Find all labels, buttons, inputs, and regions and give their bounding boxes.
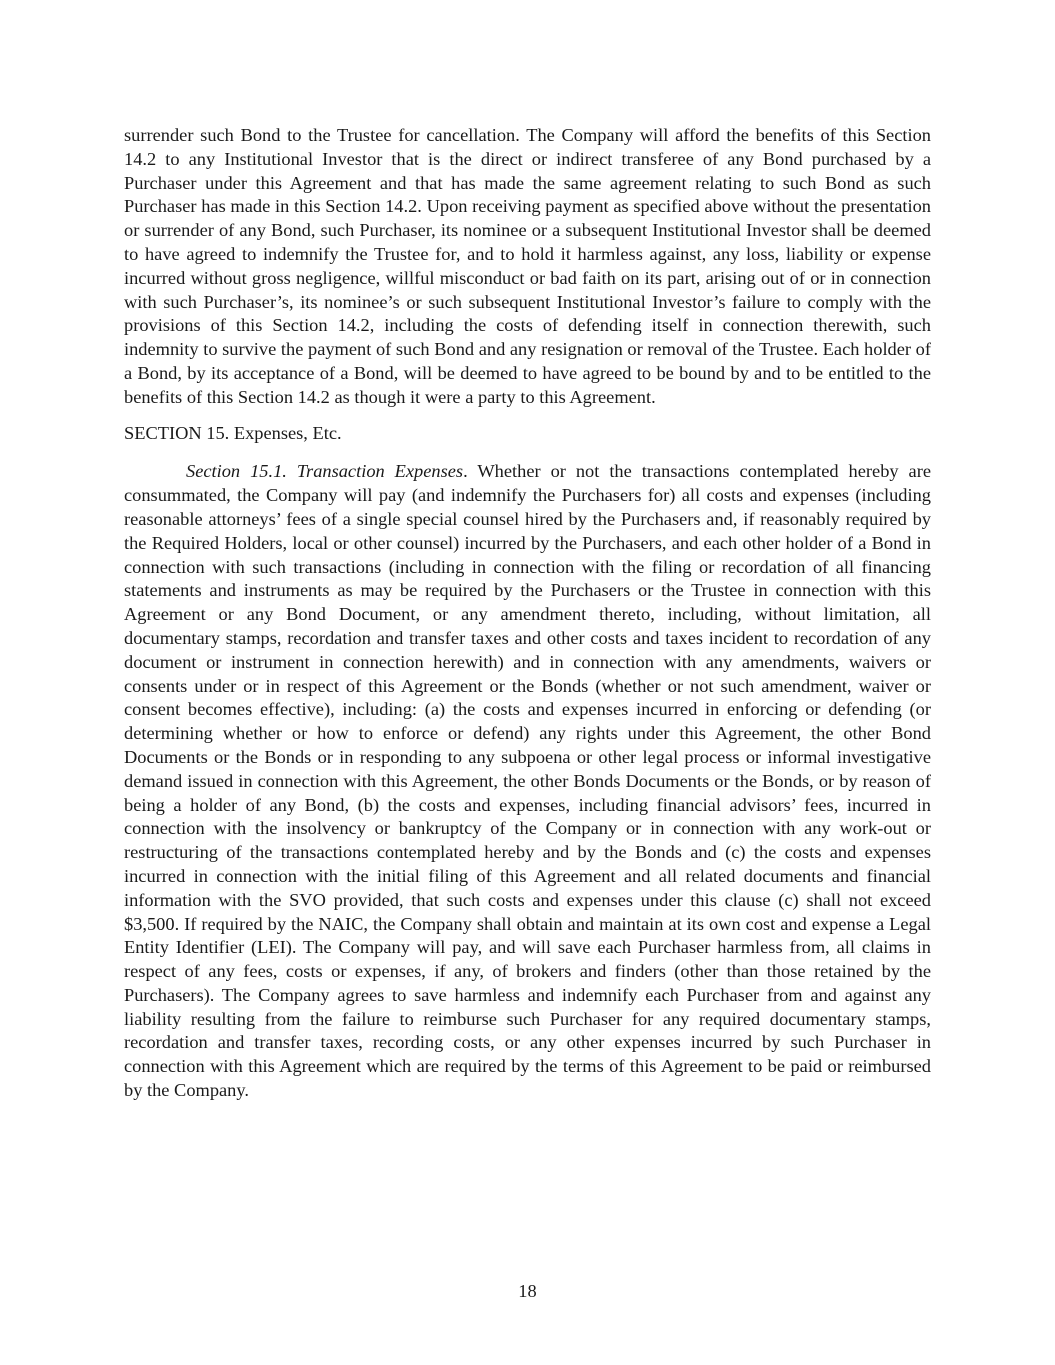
page-number: 18 — [518, 1281, 537, 1301]
subsection-body: Whether or not the transactions contemplated hereby are consummated, the Company will pay (and indemnify the Purchasers for) all costs and expenses (including reasonable attorneys’ fees of a single special counsel hired by the Purchasers and, if reasonably required by the Required Holders, local or other counsel) incurred by the Purchasers, and each other holder of a Bond in connection with such transactions (including in connection with the filing or recordation of all financing statements and instruments as may be required by the Purchasers or the Trustee in connection with this Agreement or any Bond Document, or any amendment thereto, including, without limitation, all documentary stamps, recordation and transfer taxes and other costs and taxes incident to recordation of any document or instrument in connection herewith) and in connection with any amendments, waivers or consents under or in respect of this Agreement or the Bonds (whether or not such amendment, waiver or consent becomes effective), including: (a) the costs and expenses incurred in enforcing or defending (or determining whether or how to enforce or defend) any rights under this Agreement, the other Bond Documents or the Bonds or in responding to any subpoena or other legal process or informal investigative demand issued in connection with this Agreement, the other Bonds Documents or the Bonds, or by reason of being a holder of any Bond, (b) the costs and expenses, including financial advisors’ fees, incurred in connection with the insolvency or bankruptcy of the Company or in connection with any work-out or restructuring of the transactions contemplated hereby and by the Bonds and (c) the costs and expenses incurred in connection with the initial filing of this Agreement and all related documents and financial information with the SVO provided, that such costs and expenses under this clause (c) shall not exceed $3,500. If required by the NAIC, the Company shall obtain and maintain at its own cost and expense a Legal Entity Identifier (LEI). The Company will pay, and will save each Purchaser harmless from, all claims in respect of any fees, costs or expenses, if any, of brokers and finders (other than those retained by the Purchasers). The Company agrees to save harmless and indemnify each Purchaser from and against any liability resulting from the failure to reimburse such Purchaser for any required documentary stamps, recordation and transfer taxes, recording costs, or any other expenses incurred by such Purchaser in connection with this Agreement which are required by the terms of this Agreement to be paid or reimbursed by the Company. — [124, 461, 932, 1101]
subsection-paragraph — [124, 460, 931, 1103]
subsection-title-suffix: . — [463, 461, 468, 482]
section-heading: SECTION 15. Expenses, Etc. — [124, 422, 342, 443]
continuation-paragraph: surrender such Bond to the Trustee for cancellation. The Company will afford the benefits of this Section 14.2 to any Institutional Investor that is the direct or indirect transferee of any Bond purchased by a Purchaser under this Agreement and that has made the same agreement relating to such Bond as such Purchaser has made in this Section 14.2. Upon receiving payment as specified above without the presentation or surrender of any Bond, such Purchaser, its nominee or a subsequent Institutional Investor shall be deemed to have agreed to indemnify the Trustee for, and to hold it harmless against, any loss, liability or expense incurred without gross negligence, willful misconduct or bad faith on its part, arising out of or in connection with such Purchaser’s, its nominee’s or such subsequent Institutional Investor’s failure to comply with the provisions of this Section 14.2, including the costs of defending itself in connection therewith, such indemnity to survive the payment of such Bond and any resignation or removal of the Trustee. Each holder of a Bond, by its acceptance of a Bond, will be deemed to have agreed to be bound by and to be entitled to the benefits of this Section 14.2 as though it were a party to this Agreement. — [124, 125, 931, 407]
document-page — [124, 124, 931, 1103]
subsection-title: Section 15.1. Transaction Expenses — [186, 461, 464, 482]
